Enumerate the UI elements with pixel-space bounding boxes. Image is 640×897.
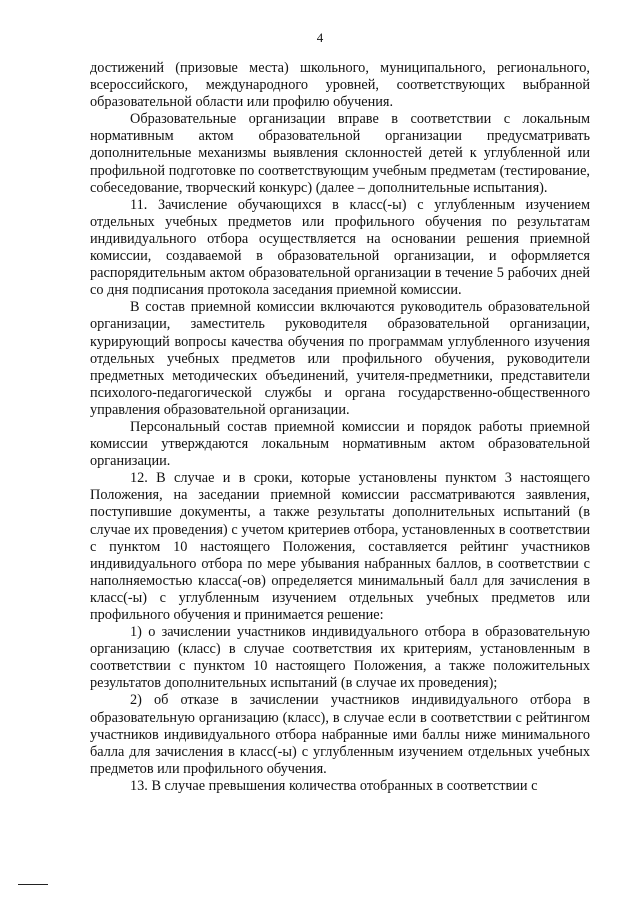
paragraph: В состав приемной комиссии включаются руководитель образовательной организации, заместитель руководителя образовательной организации, курирующий вопросы качества обучения по программам углубленного изучения отдельных учебных предметов или профильного обучения, руководители предметных методических объединений, учителя-предметники, представители психолого-педагогической службы и органа государственно-общественного управления образовательной организации.	[90, 299, 590, 418]
list-item-1: 1) о зачислении участников индивидуального отбора в образовательную организацию (класс) в случае соответствия их критериям, установленным в соответствии с пунктом 10 настоящего Положения, а также положительных результатов дополнительных испытаний (в случае их проведения);	[90, 624, 590, 692]
paragraph: Образовательные организации вправе в соответствии с локальным нормативным актом образовательной организации предусматривать дополнительные механизмы выявления склонностей детей к углубленной или профильной подготовке по соответствующим учебным предметам (тестирование, собеседование, творческий конкурс) (далее – дополнительные испытания).	[90, 111, 590, 196]
paragraph-item-13: 13. В случае превышения количества отобранных в соответствии с	[130, 777, 538, 794]
paragraph-item-11: 11. Зачисление обучающихся в класс(-ы) с углубленным изучением отдельных учебных предметов или профильного обучения по результатам индивидуального отбора осуществляется на основании решения приемной комиссии, создаваемой в образовательной организации, и оформляется распорядительным актом образовательной организации в течение 5 рабочих дней со дня подписания протокола заседания приемной комиссии.	[90, 196, 590, 299]
page-number: 4	[316, 30, 324, 45]
paragraph: Персональный состав приемной комиссии и порядок работы приемной комиссии утверждаются локальным нормативным актом образовательной организации.	[90, 418, 590, 470]
paragraph-continuation: достижений (призовые места) школьного, муниципального, регионального, всероссийского, международного уровней, соответствующих выбранной образовательной области или профилю обучения.	[90, 60, 590, 111]
document-body	[90, 60, 590, 795]
footer-rule	[18, 884, 48, 885]
paragraph-item-12: 12. В случае и в сроки, которые установлены пунктом 3 настоящего Положения, на заседании приемной комиссии рассматриваются заявления, поступившие документы, а также результаты дополнительных испытаний (в случае их проведения) с учетом критериев отбора, установленных в соответствии с пунктом 10 настоящего Положения, составляется рейтинг участников индивидуального отбора по мере убывания набранных баллов, в соответствии с наполняемостью класса(-ов) определяется минимальный балл для зачисления в класс(-ы) с углубленным изучением отдельных учебных предметов или профильного обучения и принимается решение:	[90, 470, 590, 623]
list-item-2: 2) об отказе в зачислении участников индивидуального отбора в образовательную организацию (класс), в случае если в соответствии с рейтингом участников индивидуального отбора набранные ими баллы ниже минимального балла для зачисления в класс(-ы) с углубленным изучением отдельных учебных предметов или профильного обучения.	[90, 692, 590, 777]
